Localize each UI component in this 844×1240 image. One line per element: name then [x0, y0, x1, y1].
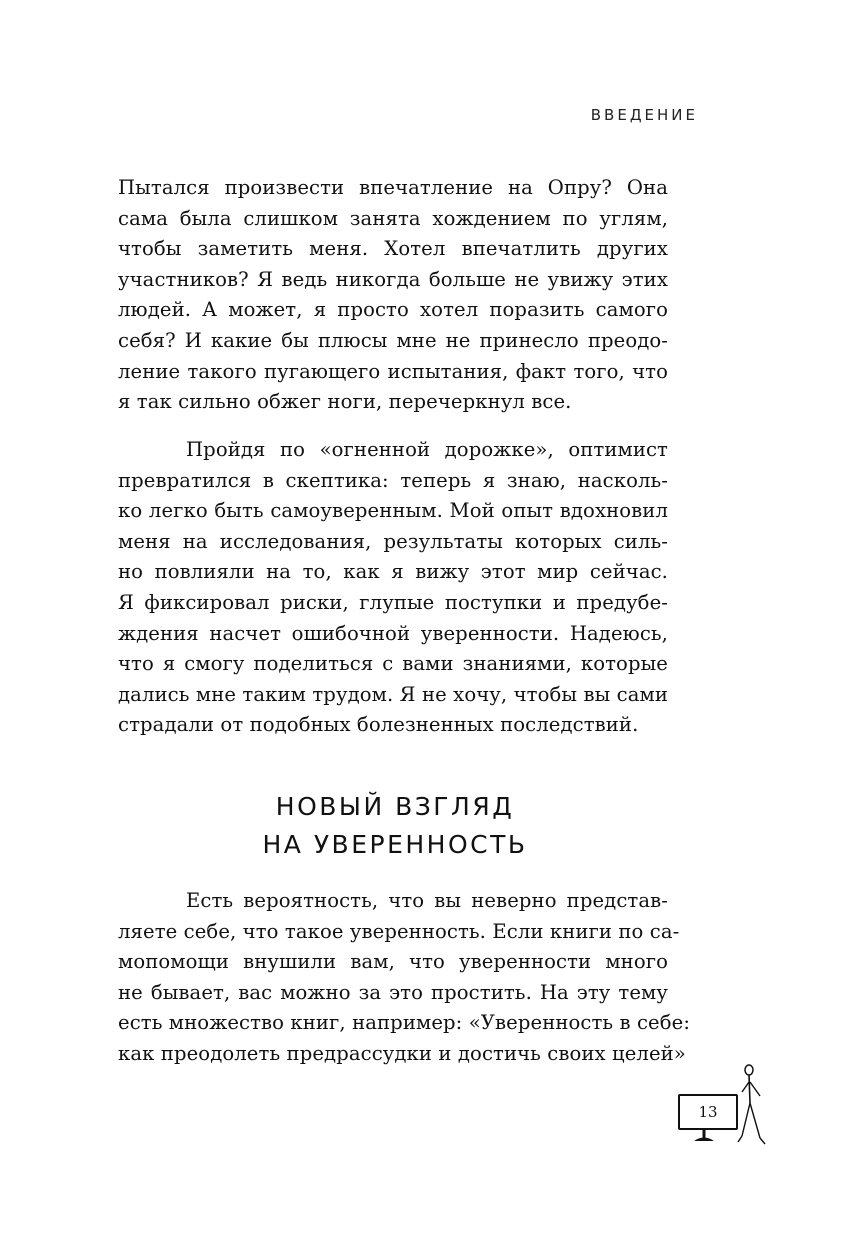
text-line: но повлияли на то, как я вижу этот мир сейчас.	[118, 560, 668, 584]
page-number: 13	[678, 1094, 738, 1130]
text-line: как преодолеть предрассудки и достичь своих целей»	[118, 1041, 686, 1065]
section-heading	[0, 788, 790, 864]
text-line: ление такого пугающего испытания, факт того, что	[118, 359, 668, 383]
text-line: дались мне таким трудом. Я не хочу, чтобы вы сами	[118, 682, 668, 706]
text-line: не бывает, вас можно за это простить. На эту тему	[118, 980, 668, 1004]
text-line: участников? Я ведь никогда больше не увижу этих	[118, 267, 668, 291]
text-line: себя? И какие бы плюсы мне не принесло преодо-	[118, 328, 668, 352]
body-paragraph-1	[118, 173, 668, 418]
body-paragraph-3	[118, 886, 691, 1070]
text-line: людей. А может, я просто хотел поразить самого	[118, 298, 668, 322]
text-line: сама была слишком занята хождением по углям,	[118, 206, 668, 230]
text-line: ко легко быть самоуверенным. Мой опыт вдохновил	[118, 499, 668, 523]
text-line: Я фиксировал риски, глупые поступки и предубе-	[118, 590, 668, 614]
text-line: что я смогу поделиться с вами знаниями, которые	[118, 652, 668, 676]
text-line: ляете себе, что такое уверенность. Если книги по са-	[118, 919, 680, 943]
section-heading-line-2: НА УВЕРЕННОСТЬ	[262, 830, 528, 859]
text-line: Есть вероятность, что вы неверно представ-	[186, 889, 668, 912]
text-line: превратился в скептика: теперь я знаю, насколь-	[118, 468, 668, 492]
text-line: чтобы заметить меня. Хотел впечатлить других	[118, 237, 668, 261]
text-line: я так сильно обжег ноги, перечеркнул все.	[118, 390, 572, 414]
running-head: ВВЕДЕНИЕ	[590, 106, 698, 124]
text-line: Пытался произвести впечатление на Опру? Она	[118, 176, 668, 199]
text-line: есть множество книг, например: «Уверенность в себе:	[118, 1011, 691, 1035]
section-heading-line-1: НОВЫЙ ВЗГЛЯД	[275, 792, 515, 821]
text-line: меня на исследования, результаты которых силь-	[118, 529, 668, 553]
text-line: Пройдя по «огненной дорожке», оптимист	[186, 438, 668, 461]
text-line: страдали от подобных болезненных последствий.	[118, 713, 639, 737]
text-line: мопомощи внушили вам, что уверенности много	[118, 950, 668, 974]
body-paragraph-2	[118, 435, 668, 741]
text-line: ждения насчет ошибочной уверенности. Надеюсь,	[118, 621, 668, 645]
